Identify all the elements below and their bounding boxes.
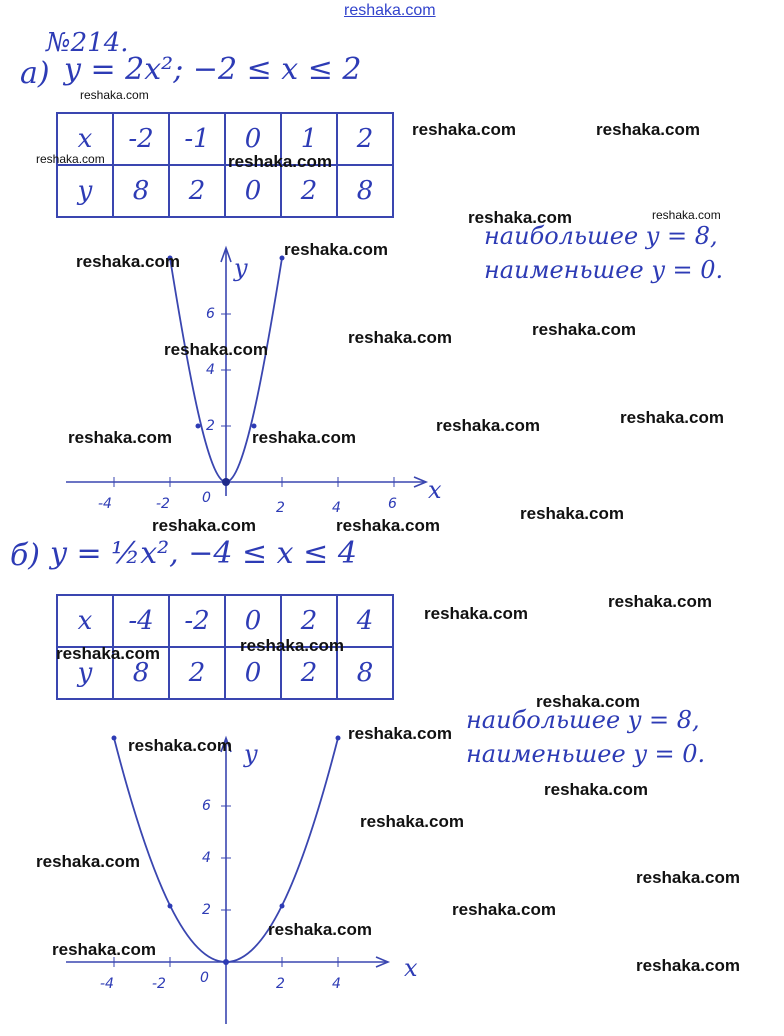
part-a-label: а) xyxy=(20,56,50,91)
watermark: reshaka.com xyxy=(636,956,740,975)
plot-point xyxy=(336,736,341,741)
table-cell: 0 xyxy=(225,165,281,217)
watermark: reshaka.com xyxy=(76,252,180,271)
watermark: reshaka.com xyxy=(468,208,572,227)
watermark: reshaka.com xyxy=(620,408,724,427)
watermark: reshaka.com xyxy=(336,516,440,535)
table-cell: 4 xyxy=(337,595,393,647)
part-a-x-axis-label: x xyxy=(428,476,442,504)
tick-label: 4 xyxy=(332,976,341,992)
tick-label: 0 xyxy=(200,970,209,986)
watermark: reshaka.com xyxy=(348,328,452,347)
part-b-x-axis-label: x xyxy=(404,954,418,982)
table-cell: 2 xyxy=(281,647,337,699)
table-cell: 0 xyxy=(225,647,281,699)
watermark: reshaka.com xyxy=(412,120,516,139)
table-cell: 8 xyxy=(337,165,393,217)
watermark: reshaka.com xyxy=(452,900,556,919)
table-cell: -2 xyxy=(113,113,169,165)
tick-label: -4 xyxy=(100,976,114,992)
watermark: reshaka.com xyxy=(36,152,105,166)
part-b-y-axis-label: y xyxy=(244,740,258,768)
watermark: reshaka.com xyxy=(68,428,172,447)
part-a-conclusion-max: наибольшее y = 8, xyxy=(484,222,718,250)
tick-label: 4 xyxy=(206,362,215,378)
watermark: reshaka.com xyxy=(536,692,640,711)
table-cell: -2 xyxy=(169,595,225,647)
plot-point xyxy=(168,904,173,909)
watermark: reshaka.com xyxy=(228,152,332,171)
tick-label: 4 xyxy=(202,850,211,866)
watermark: reshaka.com xyxy=(544,780,648,799)
table-cell: 2 xyxy=(337,113,393,165)
tick-label: 4 xyxy=(332,500,341,516)
tick-label: 2 xyxy=(276,500,285,516)
tick-label: 6 xyxy=(202,798,211,814)
tick-label: 2 xyxy=(276,976,285,992)
part-a-conclusion-min: наименьшее y = 0. xyxy=(484,256,724,284)
watermark: reshaka.com xyxy=(240,636,344,655)
part-b-formula: y = ½x², −4 ≤ x ≤ 4 xyxy=(50,536,357,571)
watermark: reshaka.com xyxy=(152,516,256,535)
part-a-formula: y = 2x²; −2 ≤ x ≤ 2 xyxy=(64,52,362,87)
part-b-conclusion-max: наибольшее y = 8, xyxy=(466,706,700,734)
tick-label: 6 xyxy=(388,496,397,512)
watermark: reshaka.com xyxy=(596,120,700,139)
table-cell: 2 xyxy=(169,647,225,699)
watermark: reshaka.com xyxy=(164,340,268,359)
plot-point xyxy=(112,736,117,741)
table-cell: 0 xyxy=(225,113,281,165)
watermark: reshaka.com xyxy=(56,644,160,663)
tick-label: 6 xyxy=(206,306,215,322)
site-link[interactable]: reshaka.com xyxy=(344,2,436,19)
watermark: reshaka.com xyxy=(36,852,140,871)
watermark: reshaka.com xyxy=(532,320,636,339)
tick-label: 2 xyxy=(202,902,211,918)
watermark: reshaka.com xyxy=(636,868,740,887)
tick-label: -2 xyxy=(156,496,170,512)
table-cell: 2 xyxy=(281,595,337,647)
table-cell: -1 xyxy=(169,113,225,165)
table-header-y: y xyxy=(57,647,113,699)
table-cell: -4 xyxy=(113,595,169,647)
table-header-y: y xyxy=(57,165,113,217)
watermark: reshaka.com xyxy=(268,920,372,939)
tick-label: 0 xyxy=(202,490,211,506)
watermark: reshaka.com xyxy=(52,940,156,959)
tick-label: -2 xyxy=(152,976,166,992)
table-header-x: x xyxy=(57,113,113,165)
watermark: reshaka.com xyxy=(424,604,528,623)
plot-point xyxy=(280,904,285,909)
task-number: №214. xyxy=(46,28,129,58)
table-cell: 8 xyxy=(337,647,393,699)
table-cell: 8 xyxy=(113,165,169,217)
table-cell: 0 xyxy=(225,595,281,647)
watermark: reshaka.com xyxy=(436,416,540,435)
table-cell: 8 xyxy=(113,647,169,699)
table-cell: 2 xyxy=(169,165,225,217)
table-header-x: x xyxy=(57,595,113,647)
watermark: reshaka.com xyxy=(252,428,356,447)
part-a-y-axis-label: y xyxy=(234,254,248,282)
watermark: reshaka.com xyxy=(652,208,721,222)
watermark: reshaka.com xyxy=(608,592,712,611)
tick-label: 2 xyxy=(206,418,215,434)
table-cell: 2 xyxy=(281,165,337,217)
watermark: reshaka.com xyxy=(80,88,149,102)
watermark: reshaka.com xyxy=(284,240,388,259)
watermark: reshaka.com xyxy=(520,504,624,523)
part-b-label: б) xyxy=(10,538,41,573)
table-cell: 1 xyxy=(281,113,337,165)
watermark: reshaka.com xyxy=(348,724,452,743)
part-b-conclusion-min: наименьшее y = 0. xyxy=(466,740,706,768)
tick-label: -4 xyxy=(98,496,112,512)
plot-point xyxy=(223,959,229,965)
watermark: reshaka.com xyxy=(360,812,464,831)
watermark: reshaka.com xyxy=(128,736,232,755)
